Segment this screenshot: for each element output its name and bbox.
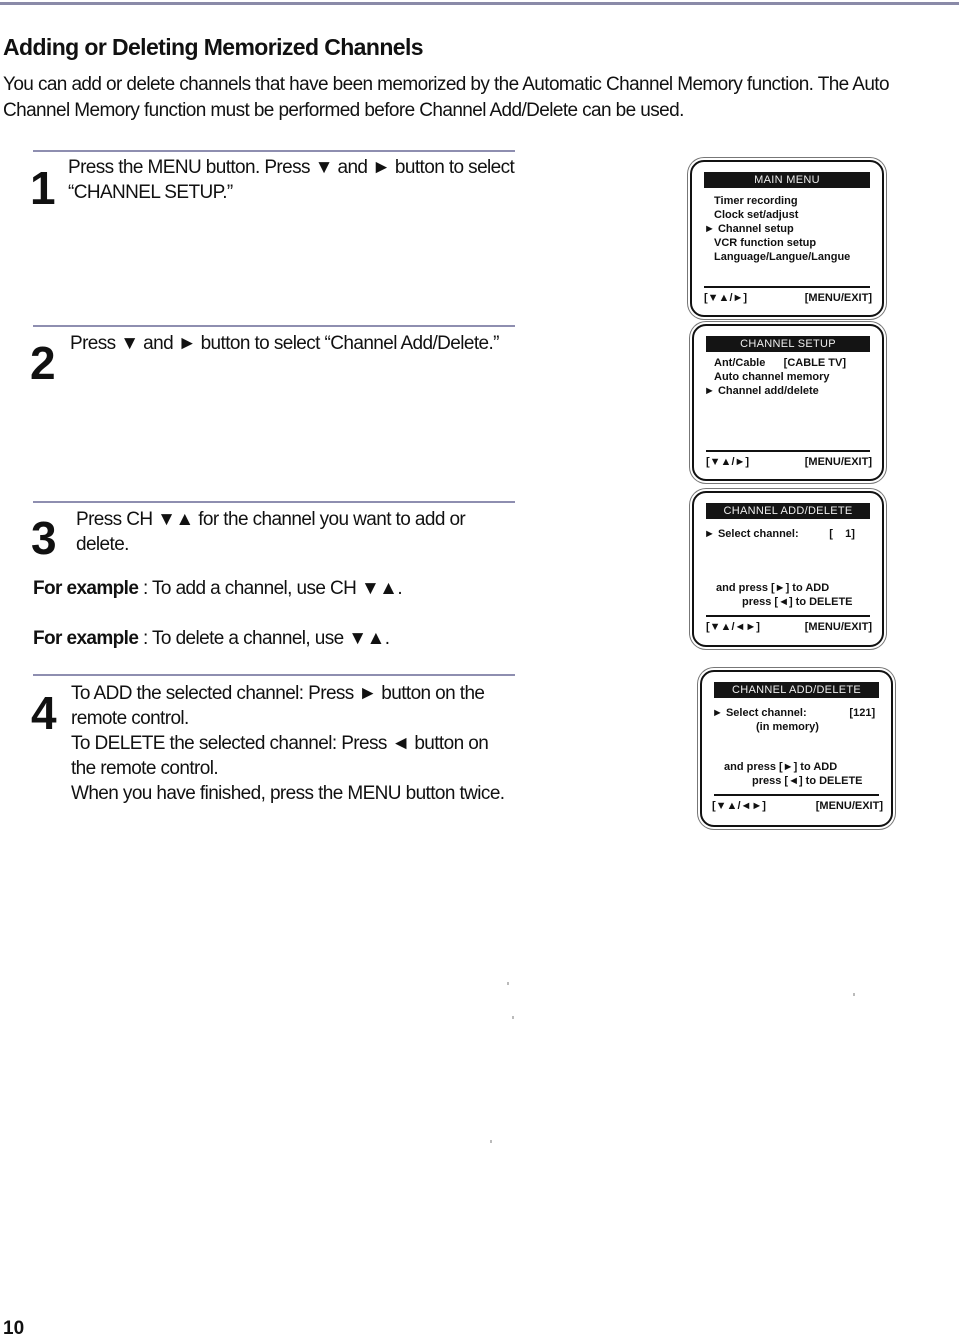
scan-speck: [512, 1016, 514, 1019]
step-1-text: [68, 155, 514, 205]
screen-footer-exit: [MENU/EXIT]: [815, 800, 883, 812]
menu-item: VCR function setup: [714, 237, 817, 249]
intro-paragraph: You can add or delete channels that have been memorized by the Automatic Channel Memory function. The Auto Channel Memory function must be performed before Channel Add/Delete can be used.: [3, 74, 889, 121]
example-text: : To add a channel, use CH ▼▲.: [138, 578, 403, 599]
example-add: [33, 578, 402, 600]
screen-title: MAIN MENU: [704, 172, 870, 188]
menu-item-selected: ► Channel add/delete: [704, 385, 819, 397]
page-title: Adding or Deleting Memorized Channels: [3, 34, 423, 60]
step-number: 3: [31, 512, 57, 564]
tv-screen-channel-add-delete: [692, 491, 884, 647]
step-line: Press ▼ and ► button to select “Channel Add/Delete.”: [70, 333, 499, 354]
screen-footer-nav: [▼▲/◄►]: [706, 621, 760, 633]
tv-screen-main-menu: [690, 160, 884, 317]
example-label: For example: [33, 578, 139, 599]
screen-footer-rule: [704, 286, 870, 288]
step-line: the remote control.: [71, 758, 219, 779]
delete-instruction: press [◄] to DELETE: [742, 596, 853, 608]
menu-item: Language/Langue/Langue: [714, 251, 851, 263]
screen-title: CHANNEL SETUP: [706, 336, 870, 352]
tv-screen-channel-in-memory: [700, 670, 893, 827]
in-memory-note: (in memory): [756, 721, 819, 733]
screen-footer-nav: [▼▲/►]: [706, 456, 750, 468]
delete-instruction: press [◄] to DELETE: [752, 775, 863, 787]
step-line: To ADD the selected channel: Press ► button on the: [71, 683, 485, 704]
step-line: remote control.: [71, 708, 189, 729]
step-number: 1: [30, 162, 56, 214]
step-line: To DELETE the selected channel: Press ◄ button on: [71, 733, 489, 754]
step-3-text: [76, 507, 465, 557]
step-4-text: [71, 681, 504, 806]
step-line: “CHANNEL SETUP.”: [68, 182, 233, 203]
select-channel-line: ► Select channel: [ 1]: [704, 528, 855, 540]
tv-screen-channel-setup: [692, 324, 884, 481]
menu-item: Auto channel memory: [714, 371, 830, 383]
step-number: 2: [30, 337, 56, 389]
menu-item-selected: ► Channel setup: [704, 223, 794, 235]
example-delete: [33, 628, 389, 650]
scan-speck: [490, 1140, 492, 1143]
add-instruction: and press [►] to ADD: [716, 582, 830, 594]
select-channel-line: ► Select channel: [121]: [712, 707, 876, 719]
screen-title: CHANNEL ADD/DELETE: [714, 682, 879, 698]
screen-footer-rule: [706, 450, 870, 452]
scan-speck: [507, 982, 509, 985]
screen-footer-rule: [714, 794, 879, 796]
step-line: Press CH ▼▲ for the channel you want to add or: [76, 509, 466, 530]
step-divider: [33, 325, 515, 327]
screen-footer-exit: [MENU/EXIT]: [804, 621, 872, 633]
step-number: 4: [31, 687, 57, 739]
step-divider: [33, 674, 515, 676]
menu-item: Timer recording: [714, 195, 798, 207]
step-line: Press the MENU button. Press ▼ and ► button to select: [68, 157, 515, 178]
step-line: When you have finished, press the MENU button twice.: [71, 783, 505, 804]
menu-item: Ant/Cable [CABLE TV]: [714, 357, 846, 369]
screen-title: CHANNEL ADD/DELETE: [706, 503, 870, 519]
screen-footer-nav: [▼▲/►]: [704, 292, 748, 304]
step-divider: [33, 501, 515, 503]
screen-footer-nav: [▼▲/◄►]: [712, 800, 766, 812]
step-line: delete.: [76, 534, 129, 555]
screen-footer-exit: [MENU/EXIT]: [804, 456, 872, 468]
menu-item: Clock set/adjust: [714, 209, 799, 221]
example-text: : To delete a channel, use ▼▲.: [138, 628, 390, 649]
scan-speck: [853, 993, 855, 996]
add-instruction: and press [►] to ADD: [724, 761, 838, 773]
screen-footer-exit: [MENU/EXIT]: [804, 292, 872, 304]
page-number: 10: [3, 1318, 25, 1339]
step-2-text: [70, 331, 499, 356]
example-label: For example: [33, 628, 139, 649]
screen-footer-rule: [706, 615, 870, 617]
step-divider: [33, 150, 515, 152]
top-rule: [0, 2, 959, 5]
